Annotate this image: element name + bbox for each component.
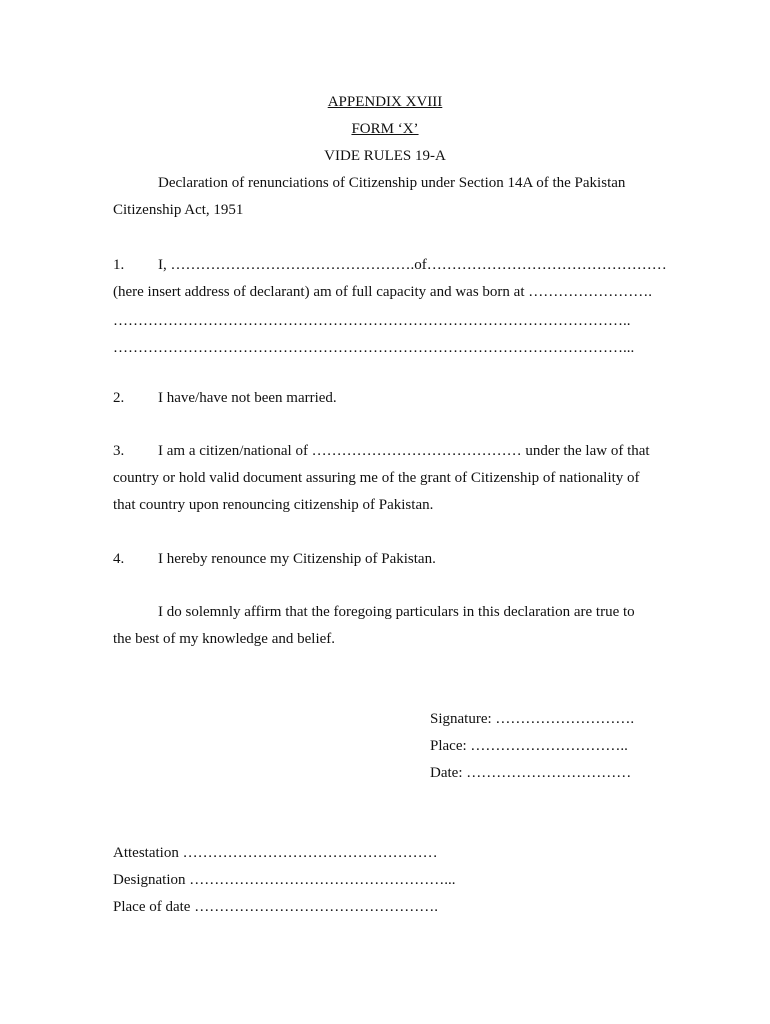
- form-heading: FORM ‘X’: [351, 121, 419, 137]
- affirmation-line-2: the best of my knowledge and belief.: [113, 631, 336, 647]
- item-3-number: 3.: [113, 443, 125, 459]
- place-field: Place: …………………………..: [430, 738, 628, 754]
- item-1-line-4: …………………………………………………………………………………………...: [113, 340, 635, 356]
- item-2-line-1: I have/have not been married.: [158, 390, 337, 406]
- affirmation-line-1: I do solemnly affirm that the foregoing particulars in this declaration are true to: [158, 604, 635, 620]
- item-1-line-2: (here insert address of declarant) am of full capacity and was born at …………………….: [113, 284, 652, 300]
- appendix-heading: APPENDIX XVIII: [327, 94, 443, 110]
- intro-line-1: Declaration of renunciations of Citizenship under Section 14A of the Pakistan: [158, 175, 626, 191]
- item-1-line-1: I, ………………………………………….of…………………………………………: [158, 257, 667, 273]
- place-of-date-field: Place of date ………………………………………….: [113, 899, 438, 915]
- rules-heading: VIDE RULES 19-A: [324, 148, 446, 164]
- item-2-number: 2.: [113, 390, 125, 406]
- date-field: Date: ……………………………: [430, 765, 632, 781]
- item-3-line-2: country or hold valid document assuring me of the grant of Citizenship of nationality of: [113, 470, 640, 486]
- item-4-number: 4.: [113, 551, 125, 567]
- item-1-line-3: …………………………………………………………………………………………..: [113, 313, 631, 329]
- signature-field: Signature: ……………………….: [430, 711, 635, 727]
- attestation-field: Attestation ……………………………………………: [113, 845, 438, 861]
- item-3-line-3: that country upon renouncing citizenship of Pakistan.: [113, 497, 434, 513]
- item-4-line-1: I hereby renounce my Citizenship of Pakistan.: [158, 551, 436, 567]
- item-3-line-1: I am a citizen/national of …………………………………… under the law of that: [158, 443, 650, 459]
- item-1-number: 1.: [113, 257, 125, 273]
- designation-field: Designation ……………………………………………...: [113, 872, 456, 888]
- intro-line-2: Citizenship Act, 1951: [113, 202, 244, 218]
